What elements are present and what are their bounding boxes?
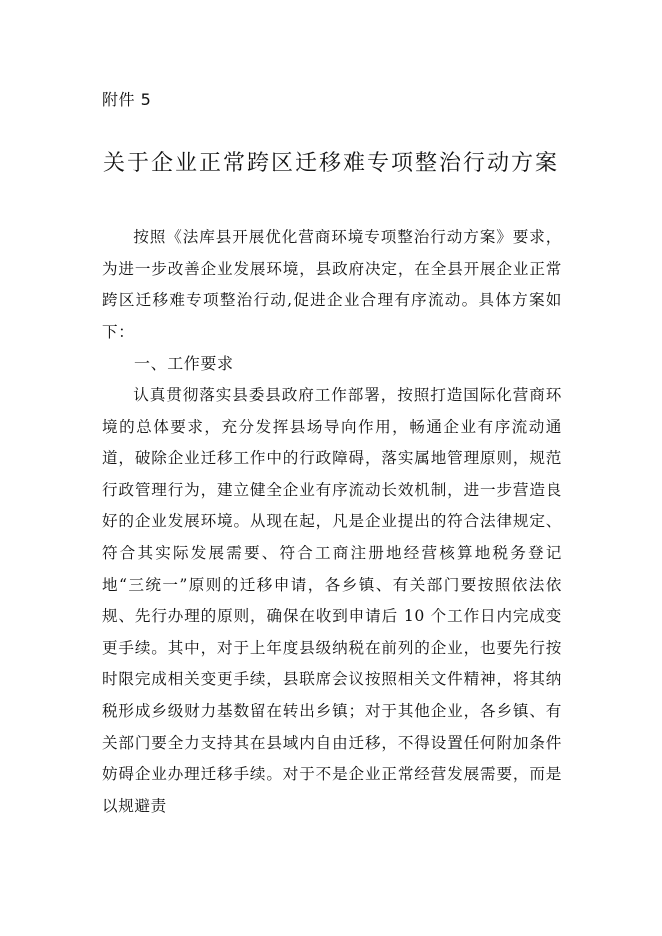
attachment-label: 附件 5 — [102, 90, 152, 109]
intro-paragraph: 按照《法库县开展优化营商环境专项整治行动方案》要求，为进一步改善企业发展环境，县政府决定，在全县开展企业正常跨区迁移难专项整治行动,促进企业合理有序流动。具体方案如下： — [102, 228, 562, 341]
section-heading-work-requirements: 一、工作要求 — [134, 354, 234, 374]
document-title: 关于企业正常跨区迁移难专项整治行动方案 — [102, 151, 559, 176]
work-requirements-paragraph: 认真贯彻落实县委县政府工作部署，按照打造国际化营商环境的总体要求，充分发挥县场导向作用，畅通企业有序流动通道，破除企业迁移工作中的行政障碍，落实属地管理原则，规范行政管理行为，建立健全企业有序流动长效机制，进一步营造良好的企业发展环境。从现在起，凡是企业提出的符合法律规定、符合其实际发展需要、符合工商注册地经营核算地税务登记地“三统一”原则的迁移申请，各乡镇、有关部门要按照依法依规、先行办理的原则，确保在收到申请后 10 个工作日内完成变更手续。其中，对于上年度县级纳税在前列的企业，也要先行按时限完成相关变更手续，县联席会议按照相关文件精神，将其纳税形成乡级财力基数留在转出乡镇；对于其他企业，各乡镇、有关部门要全力支持其在县域内自由迁移，不得设置任何附加条件妨碍企业办理迁移手续。对于不是企业正常经营发展需要，而是以规避责 — [102, 385, 562, 815]
document-body — [102, 222, 562, 822]
